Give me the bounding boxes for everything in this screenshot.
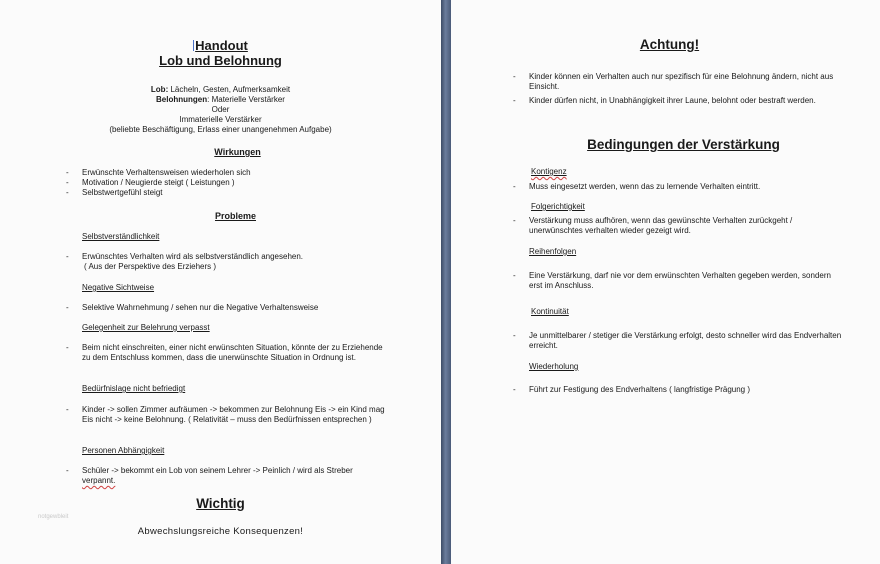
item-heading-kontigenz: Kontigenz	[531, 167, 567, 176]
list-item: - Selbstwertgefühl steigt	[66, 188, 163, 197]
section-text-gelegenheit: - Beim nicht einschreiten, einer nicht erwünschten Situation, könnte der zu Erziehende zu dem Entschluss kommen, dass die unerwünschte Situation in Ordnung ist.	[66, 343, 383, 362]
item-text-wiederholung: - Führt zur Festigung des Endverhaltens ( langfristige Prägung )	[513, 385, 751, 394]
item-heading-reihenfolgen: Reihenfolgen	[529, 247, 577, 256]
bedingungen-heading: Bedingungen der Verstärkung	[587, 137, 780, 152]
section-text-selbstverstaendlichkeit: - Erwünschtes Verhalten wird als selbstverständlich angesehen. ( Aus der Perspektive des Erziehers )	[66, 252, 304, 271]
list-item: - Erwünschte Verhaltensweisen wiederholen sich	[66, 168, 251, 177]
right-page	[451, 0, 880, 564]
text-cursor	[193, 40, 194, 51]
achtung-heading: Achtung!	[639, 37, 700, 52]
item-text-reihenfolgen: - Eine Verstärkung, darf nie vor dem erwünschten Verhalten gegeben werden, sondern erst im Anschluss.	[513, 271, 831, 290]
page-subtitle: Lob und Belohnung	[159, 53, 282, 68]
oder-line: Oder	[211, 105, 230, 114]
wirkungen-heading: Wirkungen	[214, 147, 261, 157]
item-heading-folgerichtigkeit: Folgerichtigkeit	[531, 202, 585, 211]
item-heading-wiederholung: Wiederholung	[529, 362, 579, 371]
page-divider	[441, 0, 451, 564]
item-text-kontigenz: - Muss eingesetzt werden, wenn das zu lernende Verhalten eintritt.	[513, 182, 761, 191]
belohnungen-line: Belohnungen: Materielle Verstärker	[156, 95, 285, 104]
section-heading-negative-sichtweise: Negative Sichtweise	[82, 283, 155, 292]
handout-title-block	[0, 38, 441, 68]
wichtig-heading: Wichtig	[196, 496, 245, 511]
immateriell-line: Immaterielle Verstärker	[179, 115, 262, 124]
page-title: Handout	[195, 38, 248, 53]
section-text-personen-abhaengigkeit: - Schüler -> bekommt ein Lob von seinem Lehrer -> Peinlich / wird als Streber verpannt.	[66, 466, 353, 485]
section-text-beduerfnislage: - Kinder -> sollen Zimmer aufräumen -> bekommen zur Belohnung Eis -> ein Kind mag Eis nicht -> keine Belohnung. ( Relativität – muss den Bedürfnissen entsprechen )	[66, 405, 385, 424]
definition-block	[0, 85, 441, 135]
beispiele-line: (beliebte Beschäftigung, Erlass einer unangenehmen Aufgabe)	[109, 125, 332, 134]
item-text-kontinuitaet: - Je unmittelbarer / stetiger die Verstärkung erfolgt, desto schneller wird das Endverhalten erreicht.	[513, 331, 842, 350]
section-text-negative-sichtweise: - Selektive Wahrnehmung / sehen nur die Negative Verhaltensweise	[66, 303, 319, 312]
section-heading-selbstverstaendlichkeit: Selbstverständlichkeit	[82, 232, 160, 241]
achtung-item: - Kinder können ein Verhalten auch nur spezifisch für eine Belohnung ändern, nicht aus Einsicht.	[513, 72, 834, 91]
watermark: notgewbleit	[38, 514, 69, 520]
wichtig-text: Abwechslungsreiche Konsequenzen!	[137, 526, 304, 537]
item-text-folgerichtigkeit: - Verstärkung muss aufhören, wenn das gewünschte Verhalten zurückgeht / unerwünschtes verhalten wieder gezeigt wird.	[513, 216, 793, 235]
section-heading-gelegenheit: Gelegenheit zur Belehrung verpasst	[82, 323, 210, 332]
section-heading-beduerfnislage: Bedürfnislage nicht befriedigt	[82, 384, 186, 393]
section-heading-personen-abhaengigkeit: Personen Abhängigkeit	[82, 446, 165, 455]
probleme-heading: Probleme	[214, 211, 256, 221]
wirkungen-list	[66, 168, 416, 198]
lob-line: Lob: Lächeln, Gesten, Aufmerksamkeit	[150, 85, 291, 94]
item-heading-kontinuitaet: Kontinuität	[531, 307, 569, 316]
achtung-item: - Kinder dürfen nicht, in Unabhängigkeit ihrer Laune, belohnt oder bestraft werden.	[513, 96, 816, 105]
list-item: - Motivation / Neugierde steigt ( Leistungen )	[66, 178, 235, 187]
